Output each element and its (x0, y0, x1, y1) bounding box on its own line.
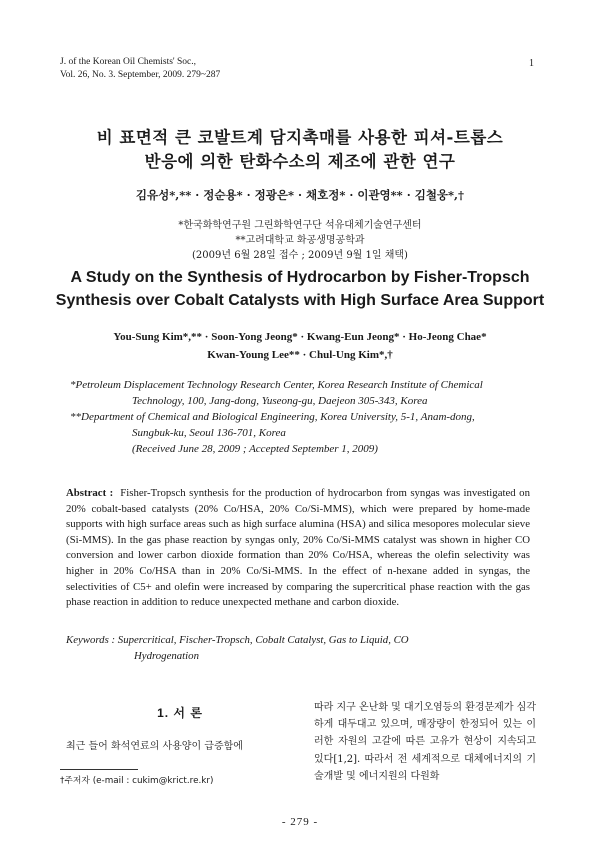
keywords-line2: Hydrogenation (134, 649, 199, 662)
corresponding-author-footnote: †주저자 (e-mail : cukim@krict.re.kr) (60, 776, 214, 786)
keywords-label: Keywords : (66, 634, 116, 646)
english-title-line2: Synthesis over Cobalt Catalysts with High Surface Area Support (55, 292, 545, 309)
korean-title (0, 126, 600, 174)
keywords-line1: Supercritical, Fischer-Tropsch, Cobalt Catalyst, Gas to Liquid, CO (117, 634, 409, 646)
english-title (0, 266, 600, 312)
journal-citation (60, 56, 220, 82)
english-title-line1: A Study on the Synthesis of Hydrocarbon by Fisher-Tropsch (70, 269, 530, 286)
korean-affiliation-1: *한국화학연구원 그린화학연구단 석유대체기술연구센터 (178, 220, 422, 231)
right-column-text: 따라 지구 온난화 및 대기오염등의 환경문제가 심각하게 대두대고 있으며, 매장량이 한정되어 있는 이러한 자원의 고갈에 따른 고유가 현상이 지속되고 있다[1,2]. 따라서 전 세계적으로 대체에너지의 기술개발 및 에너지원의 다원화 (314, 702, 536, 782)
english-affiliation-2-line2: Sungbuk-ku, Seoul 136-701, Korea (132, 427, 286, 439)
page-number: 1 (529, 58, 534, 69)
english-dates: (Received June 28, 2009 ; Accepted September 1, 2009) (132, 443, 378, 455)
abstract-text: Fisher-Tropsch synthesis for the production of hydrocarbon from syngas was investigated on 20% cobalt-based catalysts (20% Co/HSA, 20% Co/Si-MMS), which were prepared by home-made supports with high surface areas such as high surface alumina (HSA) and silica mesopores molecular sieve (Si-MMS). In the gas phase reaction by syngas only, 20% Co/Si-MMS catalyst was shown in higher CO conversion and lower carbon dioxide formation than 20% Co/HSA, whereas the olefin selectivity was higher in 20% Co/HSA than in 20% Co/Si-MMS. In the effect of n-hexane added in syngas, the selectivities of C5+ and olefin were increased by comparing the supercritical phase reaction with the gas phase reaction in addition to reduce unexpected methane and carbon dioxide. (66, 487, 530, 609)
english-affiliations (70, 377, 550, 457)
korean-dates: (2009년 6월 28일 접수 ; 2009년 9월 1일 채택) (192, 250, 408, 261)
footnote-divider (60, 769, 138, 770)
korean-affiliation-2: **고려대학교 화공생명공학과 (235, 235, 365, 246)
journal-volume: Vol. 26, No. 3. September, 2009. 279~287 (60, 70, 221, 80)
section-heading: 1. 서 론 (157, 706, 203, 720)
english-affiliation-1-line2: Technology, 100, Jang-dong, Yuseong-gu, Daejeon 305-343, Korea (132, 395, 428, 407)
left-column-text: 최근 들어 화석연료의 사용양이 급증함에 (66, 741, 243, 752)
korean-title-line2: 반응에 의한 탄화수소의 제조에 관한 연구 (144, 152, 456, 171)
english-affiliation-1-line1: *Petroleum Displacement Technology Research Center, Korea Research Institute of Chemical (70, 379, 483, 391)
journal-name: J. of the Korean Oil Chemists' Soc., (60, 57, 197, 67)
footer-page-number: - 279 - (281, 816, 319, 828)
english-affiliation-2-line1: **Department of Chemical and Biological Engineering, Korea University, 5-1, Anam-dong, (70, 411, 475, 423)
english-authors-line2: Kwan-Young Lee** · Chul-Ung Kim*,† (207, 349, 393, 361)
english-authors-line1: You-Sung Kim*,** · Soon-Yong Jeong* · Kwang-Eun Jeong* · Ho-Jeong Chae* (113, 331, 487, 343)
english-authors (0, 328, 600, 364)
abstract-label: Abstract : (66, 487, 114, 499)
keywords (66, 633, 536, 664)
korean-title-line1: 비 표면적 큰 코발트계 담지촉매를 사용한 피셔-트롭스 (96, 128, 504, 147)
abstract (66, 486, 530, 611)
korean-affiliations (0, 218, 600, 263)
korean-authors: 김유성*,** · 정순용* · 정광은* · 채호정* · 이관영** · 김철웅*,† (135, 188, 465, 202)
